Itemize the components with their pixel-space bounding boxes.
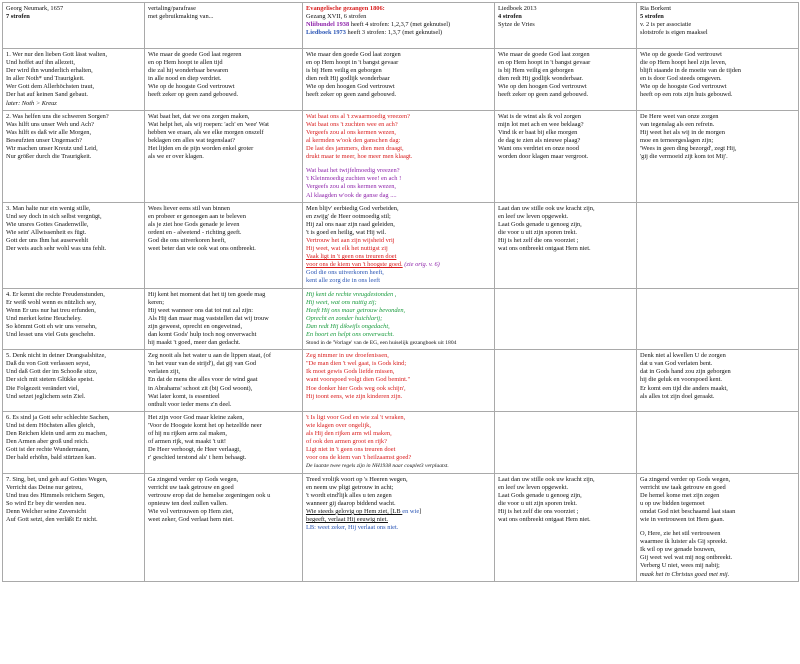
stanza-cell <box>495 202 637 288</box>
text-line: moe en terneergeslagen zijn; <box>640 136 714 144</box>
text-line: 2. Was helfen uns die schweren Sorgen? <box>6 112 109 120</box>
text-line: maak het in Christus goed met mij. <box>640 570 730 578</box>
text-line: dat in Gods hand zou zijn geborgen <box>640 368 731 376</box>
text-line: Heeft Hij ons maar getrouw bevonden, <box>306 306 406 314</box>
text-line: heeft zeker op geen zand gebouwd. <box>148 91 239 99</box>
text-line: waarmee ik luister als Gij spreekt. <box>640 538 728 546</box>
text-line: weet zeker, God verlaat hem niet. <box>148 515 234 523</box>
stanza-cell <box>145 411 303 473</box>
text-line: Wie vol vertrouwen op Hem ziet, <box>148 507 234 515</box>
text-line: Gij weet wel wat mij nog ontbreekt. <box>640 554 733 562</box>
stanza-cell <box>3 350 145 412</box>
text-line: of ook den armen groot en rijk? <box>306 438 387 446</box>
text-line: Evangelische gezangen 1806: <box>306 5 385 12</box>
text-line: Wie op den hoogen God vertrouwt <box>498 83 587 91</box>
text-line: So wird Er bey dir werden neu. <box>6 499 87 507</box>
text-line: en leef uw leven opgewekt. <box>498 483 569 491</box>
text-line: want voorspoed volgt dien God bemint." <box>306 376 411 384</box>
text-line: Wie sein' Allwissenheit es fügt. <box>6 228 87 236</box>
text-line: Gott der uns Ihm hat auserwehlt <box>6 236 89 244</box>
text-line: De Heer verhoogt, de Heer verlaagt, <box>148 446 241 454</box>
text-line: Und setzet jeglichem sein Ziel. <box>6 392 86 400</box>
text-line: Zeg nimmer in uw droefenissen, <box>306 352 389 360</box>
text-line: Treed vrolijk voort op 's Heeren wegen, <box>306 475 408 483</box>
text-line: Dan redt Hij dikwijls ongedacht, <box>306 322 390 330</box>
text-line: en wie <box>402 507 420 515</box>
stanza-cell <box>3 202 145 288</box>
text-line: Laat dan uw stille ook uw kracht zijn, <box>498 204 595 212</box>
stanza-cell <box>303 288 495 350</box>
text-line: Der sich mit stetem Glükke speist. <box>6 376 95 384</box>
text-line: Hij toont eens, wie zijn kinderen zijn. <box>306 392 403 400</box>
text-line: Verberg U niet, wees mij nabij; <box>640 562 720 570</box>
text-line: Hij weet, wat ons nuttig zij; <box>306 298 377 306</box>
stanza-row-7 <box>3 473 799 581</box>
text-line: 'Voor de Hoogste komt het op hetzelfde neer <box>148 421 262 429</box>
text-line: Ga zingend verder op Gods wegen, <box>148 475 239 483</box>
text-line: Der hat auf keinen Sand gebaut. <box>6 91 88 99</box>
text-line: de dag te zien als nieuwe plaag? <box>498 136 581 144</box>
stanza-row-5 <box>3 350 799 412</box>
stanza-row-3 <box>3 202 799 288</box>
text-line: God die ons uitverkoren heeft, <box>148 236 226 244</box>
header-row <box>3 3 799 49</box>
text-line: Hij is het zelf die ons voorziet ; <box>498 236 579 244</box>
text-line: is bij Hem veilig en geborgen <box>498 67 574 75</box>
text-line: De hemel kome met zijn zegen <box>640 491 720 499</box>
text-line: En hoort en helpt ons onverwacht. <box>306 331 395 338</box>
stanza-row-2 <box>3 110 799 202</box>
stanza-row-6 <box>3 411 799 473</box>
text-line: 1. Wer nur den lieben Gott lässt walten, <box>6 51 108 58</box>
text-line: Wat baat ons al 't zwaarmoedig vreezen? <box>306 112 410 120</box>
text-line: Was hilft uns unser Weh und Ach? <box>6 120 94 128</box>
text-line: Ga zingend verder op Gods wegen, <box>640 475 731 483</box>
text-line: Men blijv' eerbiedig God verbeiden, <box>306 204 399 212</box>
text-line: Ria Borkent <box>640 5 672 12</box>
text-line: of hij nu rijken arm zal maken, <box>148 430 227 438</box>
text-line: Beseufzten unser Ungemach? <box>6 136 82 144</box>
text-line: Wat helpt het, als wij roepen: 'ach' en 'wee' Wat <box>148 120 269 128</box>
text-line: Der bald erhöhn, bald stürtzen kan. <box>6 454 96 462</box>
text-line: Gott ist der rechte Wundermann, <box>6 446 90 454</box>
text-line: met gebruikmaking van... <box>148 13 214 21</box>
text-line: en op Hem hoopt in 't bangst gevaar <box>498 59 591 67</box>
stanza-cell-empty <box>637 411 799 473</box>
text-line: keren; <box>148 298 164 306</box>
text-line: in Abrahams' schoot zit (bij God woont), <box>148 384 253 392</box>
stanza-cell <box>637 473 799 581</box>
header-ria-borkent <box>637 3 799 49</box>
text-line: of armen rijk, wat maakt 't uit! <box>148 438 226 446</box>
text-line: Nur größer durch die Traurigkeit. <box>6 153 92 161</box>
text-line: is bij Hem veilig en geborgen <box>306 67 382 75</box>
text-line: 3. Man halte nur ein wenig stille, <box>6 204 91 212</box>
text-line: Den Armen aber groß und reich. <box>6 438 89 446</box>
text-line: 4. Er kennt die rechte Freudenstunden, <box>6 290 105 298</box>
text-line: Wie op de hoogste God vertrouwt <box>148 83 235 91</box>
stanza-cell <box>145 350 303 412</box>
text-line: wie klagen over ongelijk, <box>306 421 371 429</box>
text-line: Vind ik er baat bij elke morgen <box>498 128 578 136</box>
text-line: als alles tot zijn doel geraakt. <box>640 392 715 400</box>
text-line: Die Folgezeit verändert viel, <box>6 384 80 392</box>
text-line: Und hoffet auf ihn allezeit, <box>6 59 75 67</box>
stanza-cell <box>145 49 303 111</box>
text-line: in alle nood en diep verdriet. <box>148 75 222 83</box>
text-line: dan komt Gods' hulp toch nog onverwacht <box>148 331 257 338</box>
text-line: Vergeefs zou al ons kermen wezen, <box>306 183 397 191</box>
stanza-cell <box>145 202 303 288</box>
text-line: en leef uw leven opgewekt. <box>498 212 569 220</box>
text-line: Hij is het zelf die ons voorziet ; <box>498 507 579 515</box>
text-line: 't wordt eind'lijk alles u ten zegen <box>306 491 392 499</box>
text-line: dat u van God verlaten bent. <box>640 360 713 368</box>
text-line: Hij kent het moment dat het tij ten goede mag <box>148 290 266 298</box>
text-line: en neem uw pligt getrouw in acht; <box>306 483 394 491</box>
text-line: en op Hem hoopt te allen tijd <box>148 59 223 67</box>
text-line: (zie orig. v. 6) <box>402 261 440 269</box>
text-line: Wir machen unser Kreutz und Leid, <box>6 145 98 153</box>
text-line: wat ons ontbreekt ontgaat Hem niet. <box>498 515 591 523</box>
text-line: Vertrouw het aan zijn wijsheid vrij <box>306 236 395 244</box>
text-line: ordent en - alwetend - richting geeft. <box>148 228 242 236</box>
text-line: wanneer gij daarop biddend wacht. <box>306 499 396 507</box>
text-line: als Hij den rijken arm wil maken, <box>306 430 392 438</box>
text-line: Und merket keine Heucheley. <box>6 314 82 322</box>
stanza-cell-empty <box>637 288 799 350</box>
stanza-cell <box>3 110 145 202</box>
text-line: mijn lot met ach en wee beklaag? <box>498 120 584 128</box>
text-line: Und ist dem Höchsten alles gleich, <box>6 421 96 429</box>
text-line: Wie unsres Gottes Gnadenwille, <box>6 220 89 228</box>
stanza-row-1 <box>3 49 799 111</box>
text-line: Und lesset uns viel Guts geschehn. <box>6 331 96 338</box>
text-line: En dat de mens die alles voor de wind gaat <box>148 376 258 384</box>
stanza-cell <box>303 202 495 288</box>
text-line: r' geschied terstond als' t hem behaagt. <box>148 454 247 462</box>
stanza-cell <box>303 49 495 111</box>
text-line: 't Kleinmoedig zuchten wee! en ach ! <box>306 175 402 183</box>
text-line: De Here weet van onze zorgen <box>640 112 719 120</box>
text-line: als we er over klagen. <box>148 153 204 161</box>
text-line: Was hilft es daß wir alle Morgen, <box>6 128 92 136</box>
text-line: 7. Sing, bet, und geh auf Gottes Wegen, <box>6 475 108 483</box>
text-line: Wie op de hoogste God vertrouwt <box>640 83 727 91</box>
text-line: en is door God steeds omgeven. <box>640 75 722 83</box>
text-line: Oprecht en zonder huichlarij; <box>306 314 383 322</box>
text-line: weet beter dan wie ook wat ons ontbreekt. <box>148 245 256 253</box>
text-line: Het lijden en de pijn worden enkel groter <box>148 145 254 153</box>
stanza-cell <box>3 473 145 581</box>
text-line: Denn Welcher seine Zuversicht <box>6 507 87 515</box>
text-line: verlaten zijt, <box>148 368 180 376</box>
text-line: beklagen om alles wat tegenslaat? <box>148 136 235 144</box>
text-line: onthult voor ieder mens z'n deel. <box>148 400 232 408</box>
text-line: kent alle zorg die in ons leeft <box>306 277 381 285</box>
text-line: hij die geluk en voorspoed kent. <box>640 376 722 384</box>
text-line: LB: weet zeker, Hij verlaat ons niet. <box>306 524 399 532</box>
text-line: zijn geweest, oprecht en ongeveinsd, <box>148 322 243 330</box>
text-line: 'in het vuur van de strijd'), dat gij van God <box>148 360 257 368</box>
text-line: heeft zeker op geen zand gebouwd. <box>306 91 397 99</box>
text-line: So kömmt Gott eh wir uns versehn, <box>6 322 97 330</box>
text-line: Den Reichen klein und arm zu machen, <box>6 430 107 438</box>
text-line: die voor u uit zijn sporen trekt. <box>498 228 577 236</box>
stanza-cell <box>3 288 145 350</box>
text-line: Laat dan uw stille ook uw kracht zijn, <box>498 475 595 483</box>
text-line: Sytze de Vries <box>498 21 535 29</box>
text-line: slotstrofe is eigen maaksel <box>640 29 708 37</box>
text-line: Liedboek 2013 <box>498 5 537 12</box>
text-line: Denk niet al kwellen U de zorgen <box>640 352 726 360</box>
text-line: dien redt Hij godlijk wonderbaar. <box>498 75 584 83</box>
text-line: Wie maar de goede God laat regeren <box>148 51 242 58</box>
text-line: Stond in de 'Vorlage' van de EG, een huiselijk gezangboek uit 1804 <box>306 340 457 347</box>
stanza-cell <box>3 49 145 111</box>
text-line: drukt maar te meer, hoe meer men klaagt. <box>306 153 413 161</box>
text-line: Wees liever eens stil van binnen <box>148 204 231 212</box>
stanza-cell-empty <box>495 288 637 350</box>
text-line: Wat baat ons 't zuchten wee en ach? <box>306 120 398 128</box>
text-line: 'gij die vermoeid zijt kom tot Mij'. <box>640 153 728 161</box>
hymn-comparison-table <box>2 2 799 582</box>
text-line: Hij zal ons naar zijn raad geleiden, <box>306 220 395 228</box>
header-neumark <box>3 3 145 49</box>
stanza-cell-empty <box>495 350 637 412</box>
text-line: 'Wees in geen ding bezorgd', zegt Hij, <box>640 145 737 153</box>
text-line: Laat Gods genade u genoeg zijn, <box>498 220 582 228</box>
text-line: vertrouw erop dat de hemelse zegeningen ook u <box>148 491 271 499</box>
stanza-cell-empty <box>495 411 637 473</box>
text-line: Auf Gott setzt, den verläßt Er nicht. <box>6 515 98 523</box>
text-line: 4 strofen <box>498 13 522 21</box>
text-line: Zeg nooit als het water u aan de lippen staat, (of <box>148 352 271 360</box>
header-translation <box>145 3 303 49</box>
header-liedboek-2013 <box>495 3 637 49</box>
text-line: dien redt Hij godlijk wonderbaar <box>306 75 390 83</box>
text-line: wie in vertrouwen tot Hem gaan. <box>640 515 725 523</box>
text-line: ] <box>419 507 422 515</box>
stanza-cell <box>303 110 495 202</box>
stanza-cell <box>637 350 799 412</box>
stanza-cell <box>303 411 495 473</box>
text-line: Gezang XVII, 6 strofen <box>306 13 367 21</box>
text-line: en zwijg' de Heer ootmoedig stil; <box>306 212 391 220</box>
text-line: als je ziet hoe Gods genade je leven <box>148 220 240 228</box>
text-line: vertaling/parafrase <box>148 5 196 12</box>
text-line: Und trau des Himmels reichem Segen, <box>6 491 105 499</box>
text-line: heeft op een rots zijn huis gebouwd. <box>640 91 733 99</box>
text-line: wat ons ontbreekt ontgaat Hem niet. <box>498 245 591 253</box>
stanza-cell <box>145 110 303 202</box>
text-line: Der weis auch sehr wohl was uns fehlt. <box>6 245 107 253</box>
text-line: Nliibundel 1938 <box>306 21 350 29</box>
text-line: die zal hij wonderbaar bewaren <box>148 67 229 75</box>
stanza-cell <box>637 49 799 111</box>
text-line: Georg Neumark, 1657 <box>6 5 64 12</box>
text-line: Vaak ligt in 't geen ons treuren doet <box>306 253 397 261</box>
text-line: In aller Noth* und Traurigkeit. <box>6 75 85 83</box>
text-line: en op Hem hoopt in 't bangst gevaar <box>306 59 399 67</box>
text-line: 5. Denk nicht in deiner Drangsalshitze, <box>6 352 106 360</box>
header-evangelische-gezangen <box>303 3 495 49</box>
stanza-cell <box>303 350 495 412</box>
text-line: Verricht das Deine nur getreu, <box>6 483 83 491</box>
text-line: en probeer er genoegen aan te beleven <box>148 212 246 220</box>
stanza-cell <box>637 110 799 202</box>
text-line: Hij kent de rechte vreugdestonden , <box>306 290 397 298</box>
text-line: 't is goed en heilig, wat Hij wil. <box>306 228 387 236</box>
text-line: Wat baat het, dat we ons zorgen maken, <box>148 112 250 120</box>
text-line: die voor u uit zijn sporen trekt. <box>498 499 577 507</box>
text-line: voor ons de kiem van 't heilzaamst goed? <box>306 454 412 462</box>
text-line: Er komt een tijd die anders maakt, <box>640 384 728 392</box>
text-line: Wie op de goede God vertrouwt <box>640 51 722 58</box>
text-line: Wie maar den goede God laat zorgen <box>306 51 401 58</box>
text-line: hebben we eraan, als we elke morgen onszelf <box>148 128 264 136</box>
text-line: die op Hem hoopt heel zijn leven, <box>640 59 727 67</box>
text-line: Vergeefs zou al ons kermen wezen, <box>306 128 397 136</box>
text-line: Wat is de winst als ik vol zorgen <box>498 112 581 120</box>
text-line: De last des jammers, dien men draagt, <box>306 145 404 153</box>
text-line: De laatste twee regels zijn in NH1938 naar couplet3 verplaatst. <box>306 463 449 470</box>
text-line: van tegenslag als een refrein. <box>640 120 715 128</box>
text-line: u op uw bidden tegemoet <box>640 499 705 507</box>
text-line: al kermden w'ook den ganschen dag: <box>306 136 401 144</box>
text-line: opnieuw ten deel zullen vallen. <box>148 499 228 507</box>
text-line: Der wird ihn wunderlich erhalten, <box>6 67 93 75</box>
text-line: 5 strofen <box>640 13 664 21</box>
text-line: Und daß Gott der im Schooße sitze, <box>6 368 98 376</box>
stanza-row-4 <box>3 288 799 350</box>
text-line: later: Noth > Kreuz <box>6 99 57 107</box>
text-line: verricht uw taak getrouw en goed <box>640 483 726 491</box>
text-line: God die ons uitverkoren heeft, <box>306 269 384 277</box>
stanza-cell-empty <box>637 202 799 288</box>
text-line: Hoe donker hier Gods weg ook schijn', <box>306 384 406 392</box>
stanza-cell <box>145 473 303 581</box>
text-line: v. 2 is per associatie <box>640 21 692 29</box>
text-line: hij maakt 't goed, meer dan gedacht. <box>148 339 241 347</box>
text-line: Al klaagden w'ook de ganse dag .... <box>306 191 397 199</box>
text-line: Er weiß wohl wenn es nützlich sey, <box>6 298 97 306</box>
stanza-cell <box>495 473 637 581</box>
text-line: Daß du von Gott verlassen seyst, <box>6 360 91 368</box>
text-line: Und sey doch in sich selbst vergnügt, <box>6 212 102 220</box>
text-line: Wat later komt, is essentieel <box>148 392 220 400</box>
text-line: Wat baat het twijfelmoedig vreezen? <box>306 167 400 175</box>
text-line: Ligt niet in 't geen ons treuren doet <box>306 446 396 454</box>
stanza-cell <box>303 473 495 581</box>
text-line: worden door klagen maar vergroot. <box>498 153 589 161</box>
stanza-cell <box>145 288 303 350</box>
text-line: Want ons verdriet en onze nood <box>498 145 579 153</box>
text-line: 7 strofen <box>6 13 30 21</box>
text-line: Ik moet gewis Gods liefde missen, <box>306 368 395 376</box>
text-line: blijft staande in de moeite van de tijden <box>640 67 741 75</box>
text-line: omdat God niet beschaamd laat staan <box>640 507 736 515</box>
text-line: heeft 4 strofen: 1,2,3,7 (met geknutsel) <box>349 21 451 29</box>
text-line: Wenn Er uns nur hat treu erfunden, <box>6 306 96 314</box>
text-line: begeeft, verlaat Hij eeuwig niet. <box>306 515 388 523</box>
text-line: O, Here, zie het stil vertrouwen <box>640 530 721 538</box>
text-line: Hij weet het als wij in de morgen <box>640 128 725 136</box>
stanza-cell <box>3 411 145 473</box>
text-line: Ik wil op uw genade bouwen, <box>640 546 716 554</box>
text-line: Hij weet wanneer ons dat tot nut zal zijn: <box>148 306 254 314</box>
text-line: Het zijn voor God maar kleine zaken, <box>148 413 244 421</box>
text-line: Liedboek 1973 <box>306 29 346 37</box>
text-line: Hij weet, wat elk het nuttigst zij <box>306 245 388 253</box>
text-line: Wie op den hoogen God vertrouwt <box>306 83 395 91</box>
text-line: heeft zeker op geen zand gebouwd. <box>498 91 589 99</box>
text-line: 't Is ligt voor God en wie zal 't wraken, <box>306 413 406 421</box>
text-line: Laat Gods genade u genoeg zijn, <box>498 491 582 499</box>
text-line: Als Hij dan maar mag vaststellen dat wij trouw <box>148 314 269 322</box>
text-line: verricht uw taak getrouw en goed <box>148 483 234 491</box>
text-line: voor ons de kiem van 't hoogste goed. <box>306 261 403 269</box>
text-line: "De man dien 't wel gaat, is Gods kind; <box>306 360 407 368</box>
text-line: heeft 3 strofen: 1,3,7 (met geknutsel) <box>345 29 443 37</box>
stanza-cell <box>495 110 637 202</box>
stanza-cell <box>495 49 637 111</box>
text-line: Wer Gott dem Allerhöchsten traut, <box>6 83 95 91</box>
text-line: Wie steeds gelovig op Hem ziet, [LB <box>306 507 403 515</box>
text-line: 6. Es sind ja Gott sehr schlechte Sachen, <box>6 413 110 421</box>
text-line: Wie maar de goede God laat zorgen <box>498 51 590 58</box>
